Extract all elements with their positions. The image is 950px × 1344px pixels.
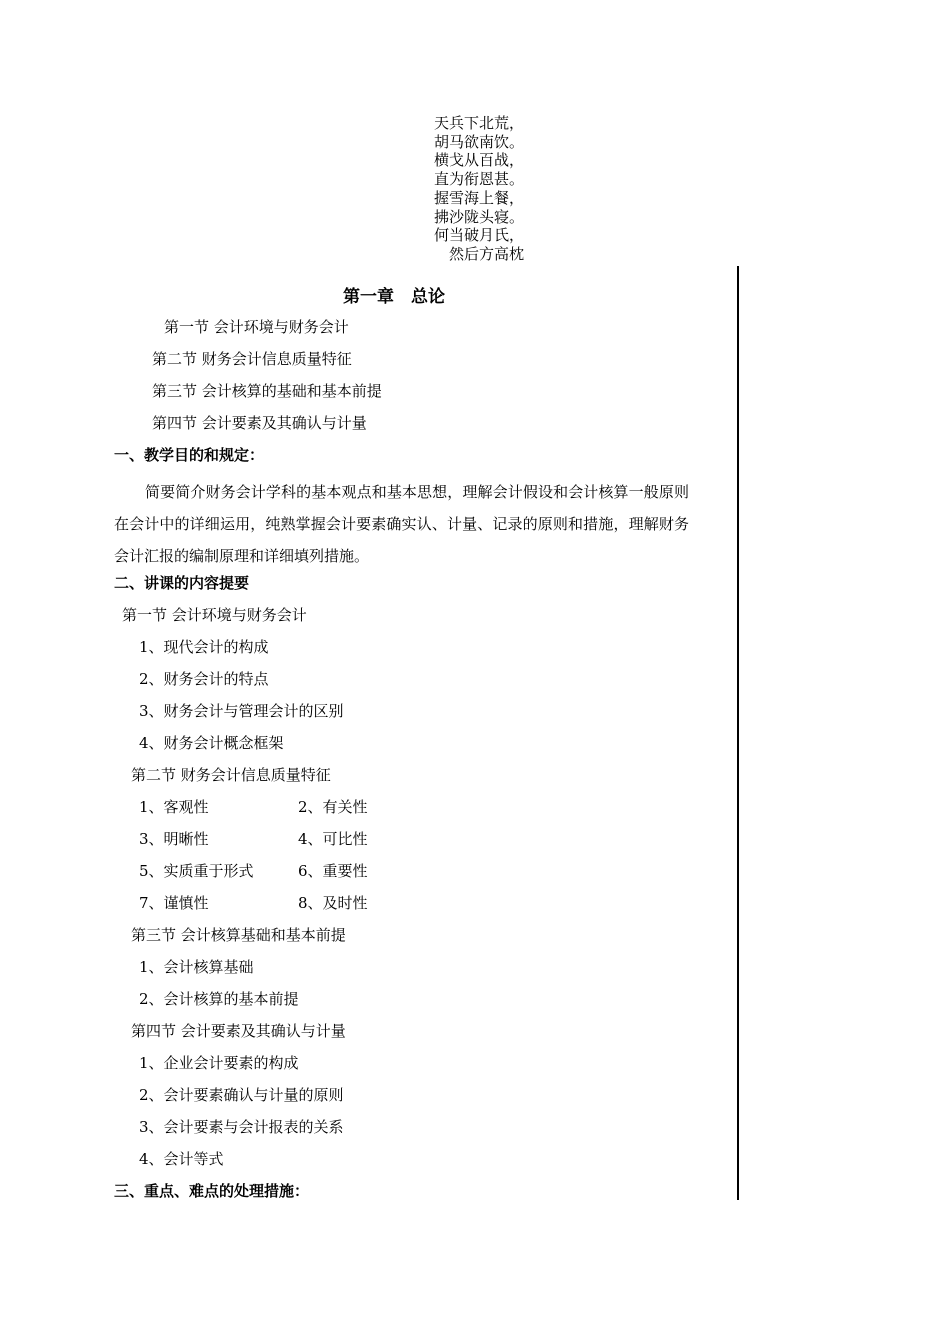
list-item: 7、谨慎性 xyxy=(139,894,209,912)
poem-line: 胡马欲南饮。 xyxy=(433,132,524,151)
list-item: 1、客观性 xyxy=(139,798,209,816)
section-title: 第三节 会计核算基础和基本前提 xyxy=(131,926,346,944)
poem-line: 天兵下北荒， xyxy=(433,114,524,132)
list-item: 6、重要性 xyxy=(298,862,368,880)
list-item: 3、财务会计与管理会计的区别 xyxy=(139,702,344,720)
poem-line: 然后方高枕 xyxy=(448,244,524,263)
poem-line: 横戈从百战， xyxy=(433,151,524,170)
list-item: 2、财务会计的特点 xyxy=(139,670,269,688)
list-item: 5、实质重于形式 xyxy=(139,862,254,880)
poem-line: 拂沙陇头寝。 xyxy=(433,207,524,226)
toc-item: 第三节 会计核算的基础和基本前提 xyxy=(152,382,382,400)
heading-key-points: 三、重点、难点的处理措施： xyxy=(114,1182,310,1200)
poem xyxy=(420,114,524,264)
list-item: 4、可比性 xyxy=(298,830,368,848)
section-title: 第一节 会计环境与财务会计 xyxy=(122,606,307,624)
section-title: 第四节 会计要素及其确认与计量 xyxy=(131,1022,346,1040)
list-item: 1、现代会计的构成 xyxy=(139,638,269,656)
list-item: 2、会计核算的基本前提 xyxy=(139,990,299,1008)
list-item: 3、明晰性 xyxy=(139,830,209,848)
poem-line: 直为衔恩甚。 xyxy=(433,170,524,189)
toc-item: 第四节 会计要素及其确认与计量 xyxy=(152,414,367,432)
list-item: 4、会计等式 xyxy=(139,1150,224,1168)
objectives-paragraph: 简要简介财务会计学科的基本观点和基本思想，理解会计假设和会计核算一般原则在会计中的详细运用，纯熟掌握会计要素确实认、计量、记录的原则和措施，理解财务会计汇报的编制原理和详细填列措施。 xyxy=(114,483,689,565)
toc-item: 第二节 财务会计信息质量特征 xyxy=(152,350,352,368)
heading-content: 二、讲课的内容提要 xyxy=(114,574,250,592)
list-item: 4、财务会计概念框架 xyxy=(139,734,284,752)
list-item: 2、有关性 xyxy=(298,798,368,816)
section-title: 第二节 财务会计信息质量特征 xyxy=(131,766,331,784)
list-item: 8、及时性 xyxy=(298,894,368,912)
list-item: 3、会计要素与会计报表的关系 xyxy=(139,1118,344,1136)
chapter-title: 第一章 总论 xyxy=(343,287,445,307)
poem-line: 握雪海上餐， xyxy=(433,188,524,207)
list-item: 1、会计核算基础 xyxy=(139,958,254,976)
margin-rule xyxy=(737,266,739,1200)
poem-line: 何当破月氏， xyxy=(433,226,524,245)
list-item: 1、企业会计要素的构成 xyxy=(139,1054,299,1072)
heading-objectives: 一、教学目的和规定： xyxy=(114,446,265,464)
toc-item: 第一节 会计环境与财务会计 xyxy=(164,318,349,336)
list-item: 2、会计要素确认与计量的原则 xyxy=(139,1086,344,1104)
